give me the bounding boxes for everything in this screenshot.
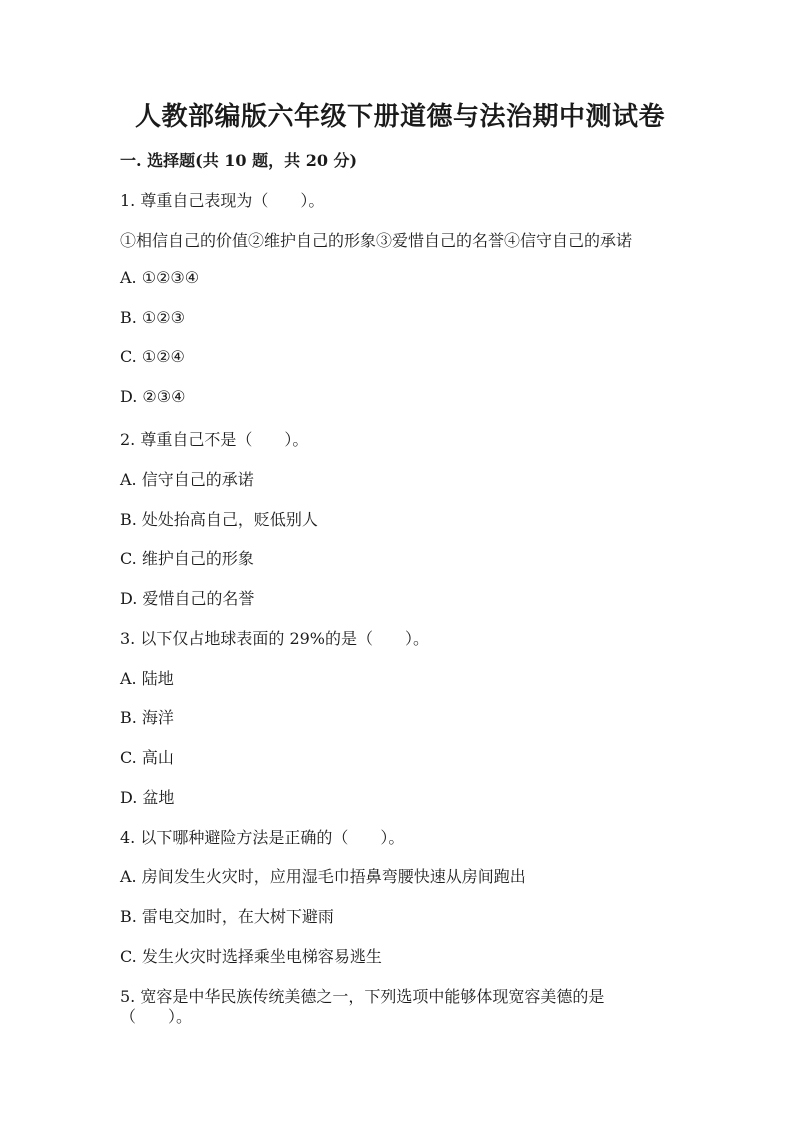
question-2-option-a: A. 信守自己的承诺 <box>120 470 254 489</box>
question-1-note: ①相信自己的价值②维护自己的形象③爱惜自己的名誉④信守自己的承诺 <box>120 231 633 250</box>
question-2-stem: 2. 尊重自己不是（ ）。 <box>120 430 309 449</box>
question-5-stem-line2: （ ）。 <box>120 1007 193 1026</box>
question-1-option-c: C. ①②④ <box>120 347 185 366</box>
question-4-option-b: B. 雷电交加时，在大树下避雨 <box>120 907 334 926</box>
question-3-option-b: B. 海洋 <box>120 708 174 727</box>
question-1-stem: 1. 尊重自己表现为（ ）。 <box>120 191 325 210</box>
question-2-option-b: B. 处处抬高自己，贬低别人 <box>120 510 318 529</box>
question-3-option-c: C. 高山 <box>120 748 174 767</box>
question-5-stem-line1: 5. 宽容是中华民族传统美德之一，下列选项中能够体现宽容美德的是 <box>120 987 605 1006</box>
question-3-option-a: A. 陆地 <box>120 669 174 688</box>
question-1-option-a: A. ①②③④ <box>120 268 200 287</box>
question-3-stem: 3. 以下仅占地球表面的 29%的是（ ）。 <box>120 629 430 648</box>
question-2-option-c: C. 维护自己的形象 <box>120 549 254 568</box>
section-heading: 一. 选择题(共 10 题，共 20 分) <box>120 151 358 170</box>
question-4-option-c: C. 发生火灾时选择乘坐电梯容易逃生 <box>120 947 382 966</box>
question-1-option-b: B. ①②③ <box>120 308 185 327</box>
question-1-option-d: D. ②③④ <box>120 387 186 406</box>
question-3-option-d: D. 盆地 <box>120 788 175 807</box>
question-4-option-a: A. 房间发生火灾时，应用湿毛巾捂鼻弯腰快速从房间跑出 <box>120 867 526 886</box>
question-2-option-d: D. 爱惜自己的名誉 <box>120 589 255 608</box>
document-title: 人教部编版六年级下册道德与法治期中测试卷 <box>134 102 665 132</box>
question-4-stem: 4. 以下哪种避险方法是正确的（ ）。 <box>120 828 405 847</box>
